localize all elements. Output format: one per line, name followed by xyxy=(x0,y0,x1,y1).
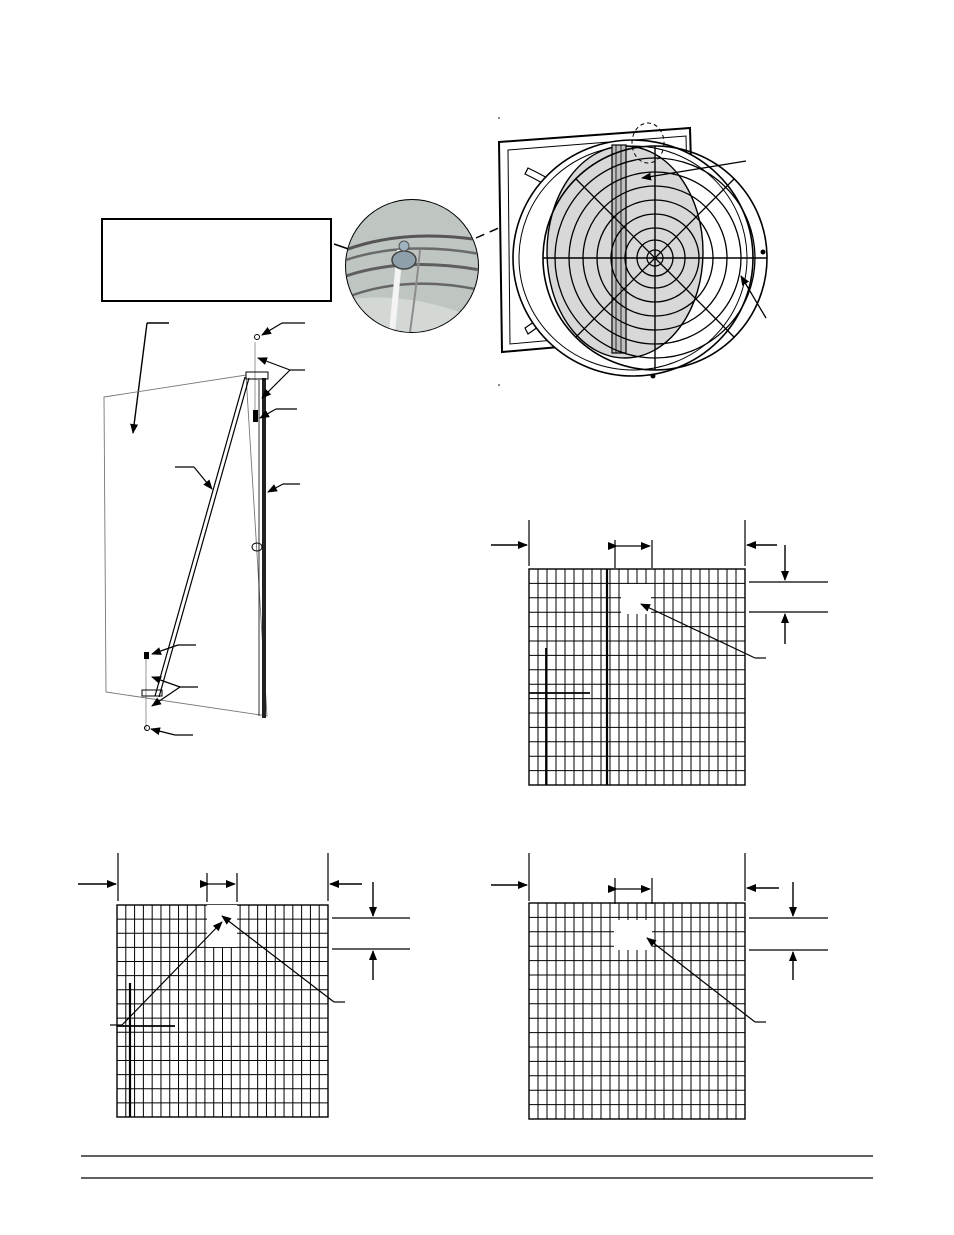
grid-cutout-opening xyxy=(207,905,237,947)
door-hinge-rod-assembly xyxy=(104,323,305,735)
fan-guard-rings xyxy=(543,146,767,370)
grid-cutout-template-bottom-right xyxy=(529,903,745,1119)
page-footer xyxy=(81,1156,873,1178)
grid-cutout-template-bottom-left xyxy=(117,905,328,1117)
grid-cutout-opening xyxy=(621,584,651,614)
grid-cutout-opening xyxy=(614,920,652,950)
fan-with-guard-isometric xyxy=(498,117,767,386)
grid-cutout-template-top-right xyxy=(529,569,745,785)
note-callout-box xyxy=(102,219,386,301)
